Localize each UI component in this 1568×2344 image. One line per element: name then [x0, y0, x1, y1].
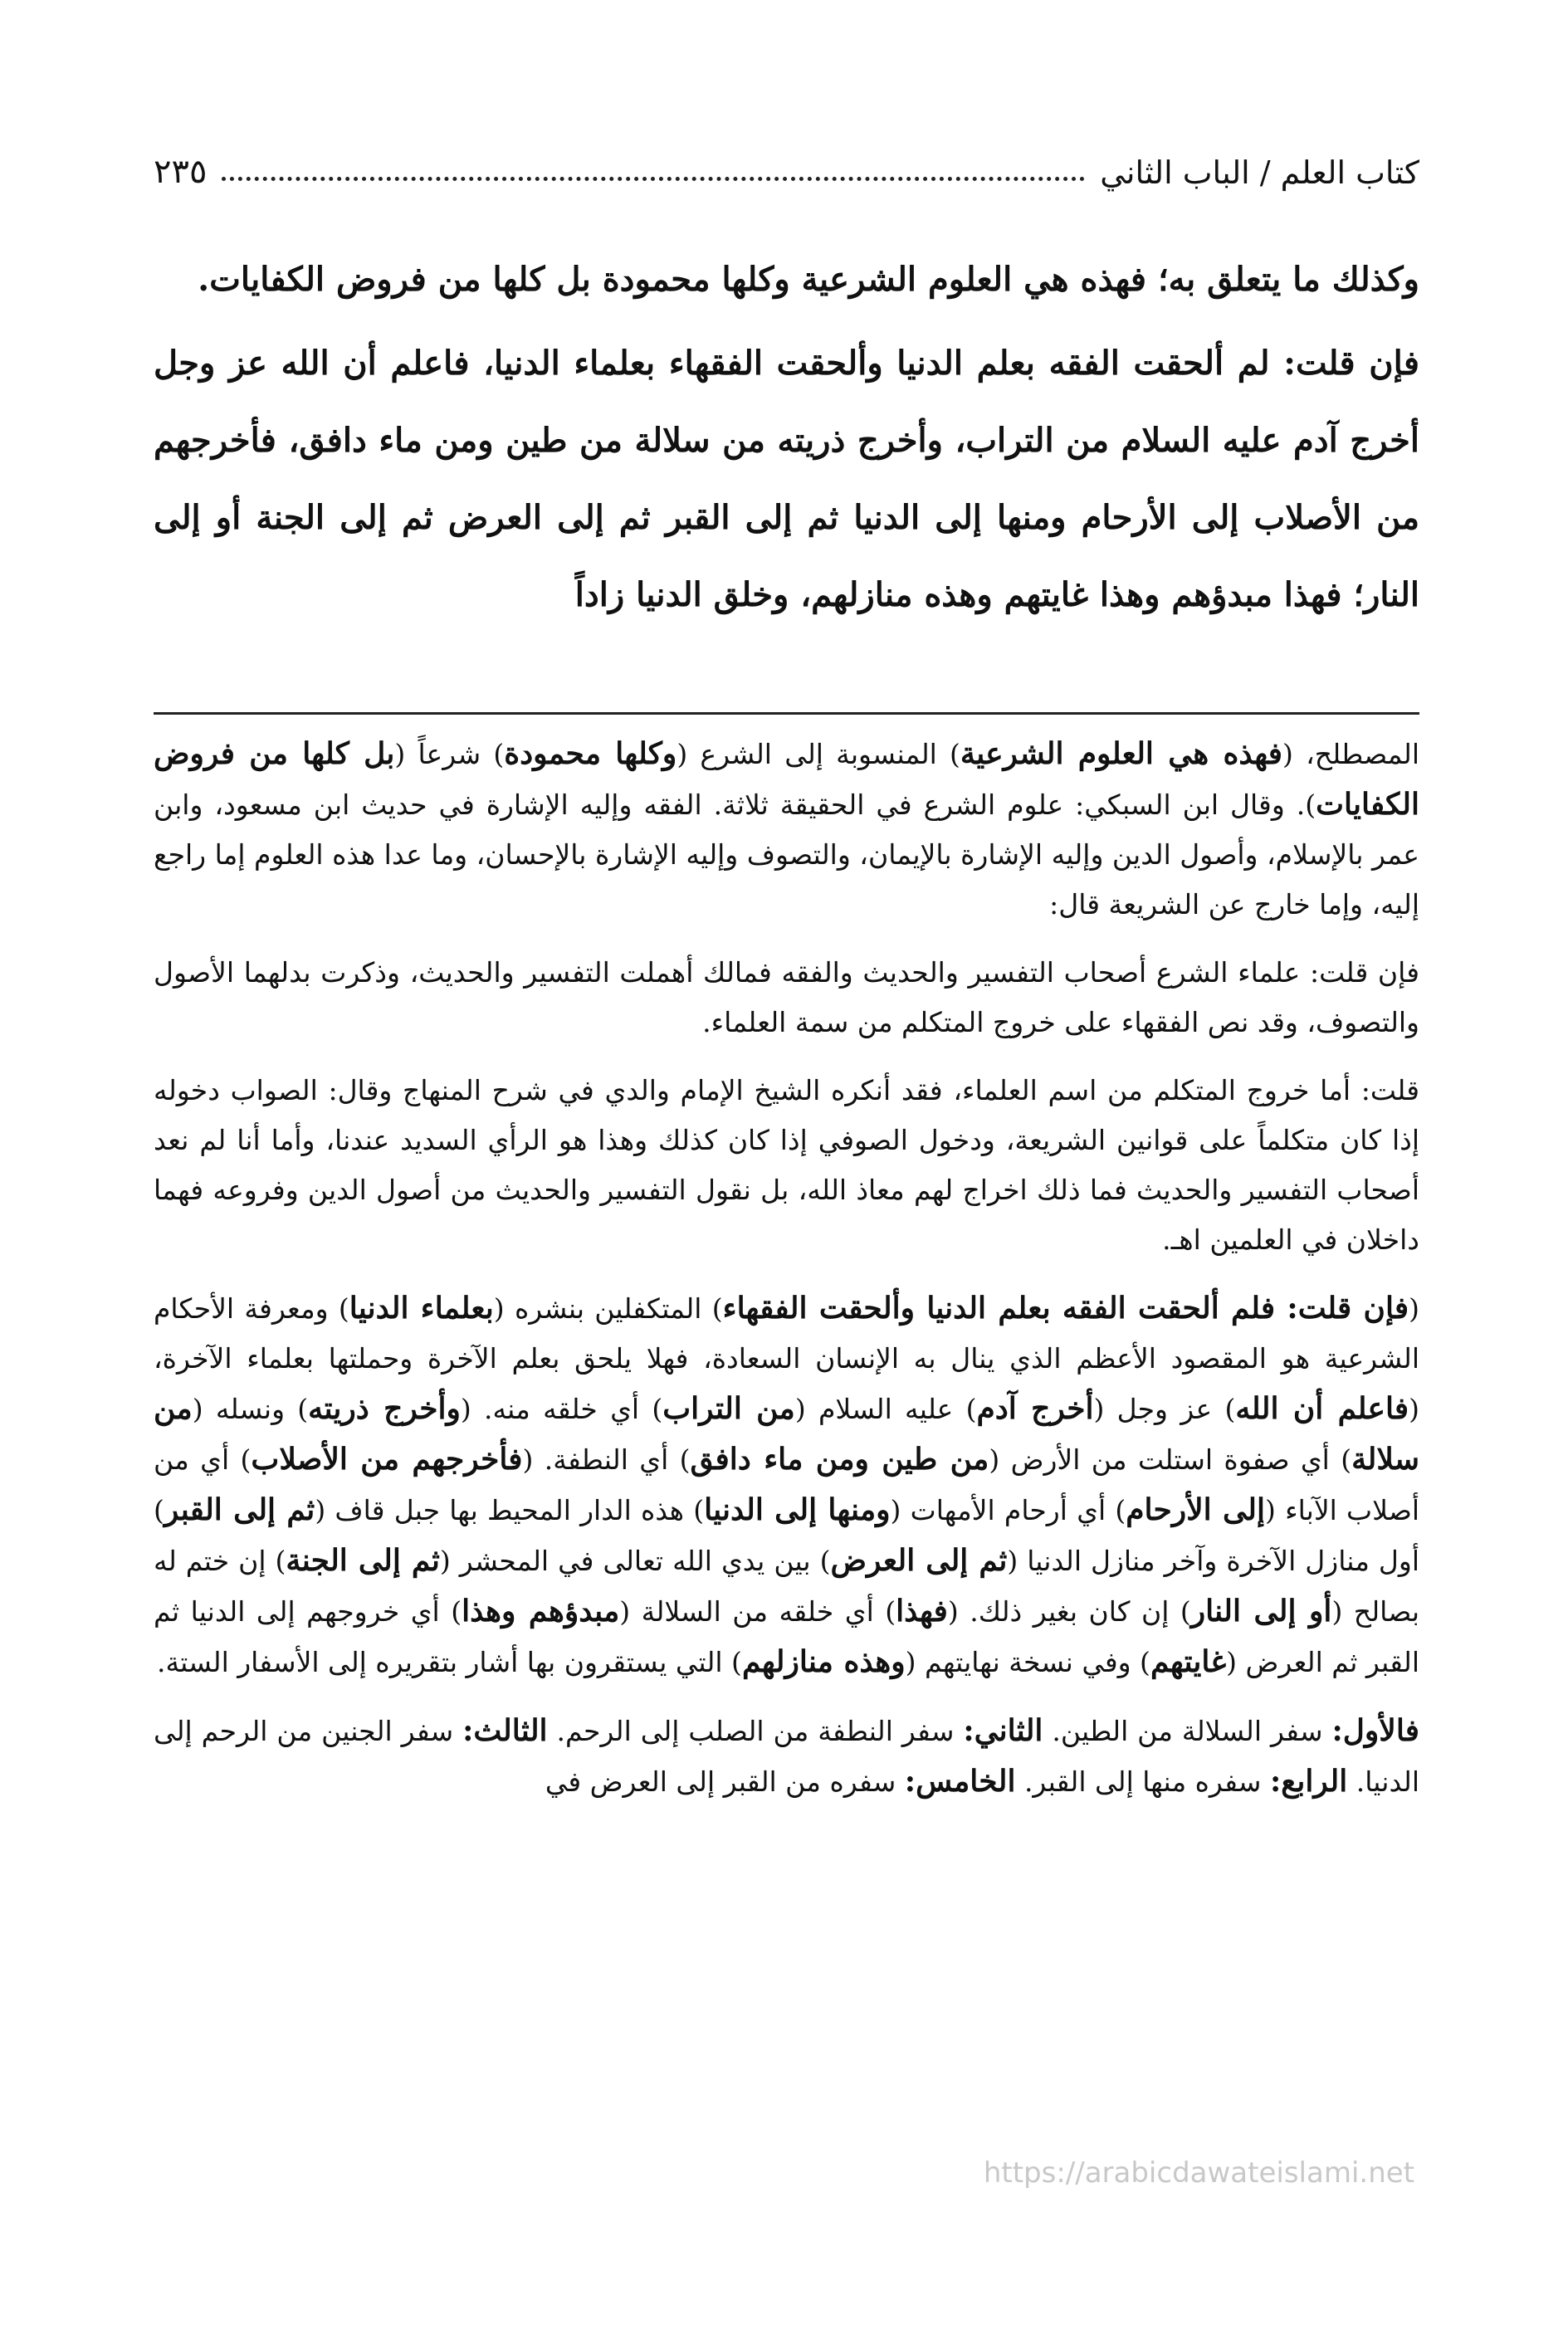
enumeration-label: الخامس:	[904, 1764, 1016, 1799]
quoted-matn: ثم إلى القبر	[164, 1492, 315, 1527]
commentary-text: ). وقال ابن السبكي: علوم الشرع في الحقيقة ثلاثة. الفقه وإليه الإشارة في حديث ابن مسعود، وابن عمر بالإسلام، وأصول الدين وإليه الإشارة بالإيمان، والتصوف وإليه الإشارة بالإحسان، وما عدا هذه العلوم إما راجع إليه، وإما خارج عن الشريعة قال:	[154, 789, 1419, 921]
commentary-paragraph	[154, 729, 1419, 930]
commentary-text: ) عليه السلام (	[794, 1393, 977, 1425]
quoted-matn: إلى الأرحام	[1126, 1492, 1265, 1527]
quoted-matn: فأخرجهم من الأصلاب	[251, 1442, 523, 1477]
commentary-paragraph	[154, 1706, 1419, 1807]
enumeration-label: الرابع:	[1269, 1764, 1348, 1799]
quoted-matn: وهذه منازلهم	[741, 1644, 906, 1679]
chapter-title: كتاب العلم / الباب الثاني	[1100, 154, 1419, 191]
enumeration-label: الثالث:	[462, 1713, 548, 1748]
quoted-matn: أخرج آدم	[976, 1391, 1094, 1426]
commentary-text: ) التي يستقرون بها أشار بتقريره إلى الأسفار الستة.	[156, 1646, 742, 1678]
quoted-matn: فهذا	[896, 1594, 948, 1629]
dotted-leader	[222, 177, 1085, 181]
commentary-text: ) شرعاً (	[394, 738, 505, 770]
quoted-matn: بعلماء الدنيا	[349, 1291, 494, 1326]
quoted-matn: فهذه هي العلوم الشرعية	[960, 736, 1283, 771]
quoted-matn: غايتهم	[1150, 1644, 1227, 1679]
commentary-text: ) أي خروجهم إلى الدنيا ثم القبر ثم العرض (	[154, 1595, 1419, 1678]
quoted-matn: مبدؤهم وهذا	[462, 1594, 620, 1629]
commentary-text: ) أي أرحام الأمهات (	[890, 1494, 1126, 1526]
commentary-paragraph: فإن قلت: علماء الشرع أصحاب التفسير والحديث والفقه فمالك أهملت التفسير والحديث، وذكرت بدلهما الأصول والتصوف، وقد نص الفقهاء على خروج المتكلم من سمة العلماء.	[154, 956, 1419, 1038]
commentary-text: ) بين يدي الله تعالى في المحشر (	[439, 1545, 831, 1577]
quoted-matn: ومنها إلى الدنيا	[704, 1492, 891, 1527]
quoted-matn: من التراب	[662, 1391, 795, 1426]
commentary-text: سفر الجنين من الرحم إلى الدنيا.	[154, 1715, 1419, 1798]
commentary-text: سفره من القبر إلى العرض في	[545, 1765, 905, 1798]
commentary-text: ) هذه الدار المحيط بها جبل قاف (	[315, 1494, 705, 1526]
main-paragraph: وكذلك ما يتعلق به؛ فهذه هي العلوم الشرعية وكلها محمودة بل كلها من فروض الكفايات.	[198, 260, 1419, 299]
commentary-text: سفره منها إلى القبر.	[1015, 1765, 1270, 1798]
commentary-text: ) إن ختم له بصالح (	[154, 1545, 1420, 1628]
commentary	[154, 729, 1419, 1825]
quoted-matn: أو إلى النار	[1190, 1594, 1332, 1629]
commentary-text: ) إن كان بغير ذلك. (	[947, 1595, 1191, 1628]
commentary-text: ) عز وجل (	[1093, 1393, 1236, 1425]
commentary-text: ) ونسله (	[192, 1393, 309, 1425]
commentary-text: ) أي من أصلاب الآباء (	[154, 1443, 1420, 1526]
page-number: ٢٣٥	[154, 153, 208, 191]
watermark-url: https://arabicdawateislami.net	[983, 2156, 1414, 2190]
commentary-text: المصطلح، (	[1282, 738, 1419, 770]
commentary-text: سفر السلالة من الطين.	[1043, 1715, 1332, 1747]
quoted-matn: وكلها محمودة	[504, 736, 677, 771]
commentary-text: ) أي صفوة استلت من الأرض (	[989, 1443, 1352, 1476]
commentary-text: ) المتكفلين بنشره (	[493, 1292, 723, 1325]
commentary-text: سفر النطفة من الصلب إلى الرحم.	[547, 1715, 964, 1747]
commentary-text: ) أول منازل الآخرة وآخر منازل الدنيا (	[154, 1494, 1419, 1577]
quoted-matn: ثم إلى العرض	[830, 1543, 1008, 1578]
enumeration-label: فالأول:	[1331, 1713, 1419, 1748]
commentary-text: ) أي خلقه منه. (	[460, 1393, 663, 1425]
commentary-text: ) المنسوبة إلى الشرع (	[677, 738, 960, 770]
quoted-matn: فإن قلت: فلم ألحقت الفقه بعلم الدنيا وألحقت الفقهاء	[722, 1291, 1409, 1326]
commentary-text: ) أي النطفة. (	[522, 1443, 691, 1476]
quoted-matn: ثم إلى الجنة	[286, 1543, 440, 1578]
commentary-text: ) وفي نسخة نهايتهم (	[905, 1646, 1150, 1678]
commentary-text: ) ومعرفة الأحكام الشرعية هو المقصود الأعظم الذي ينال به الإنسان السعادة، فهلا يلحق بعلم الآخرة وحملتها بعلماء الآخرة، (	[154, 1292, 1419, 1425]
quoted-matn: من سلالة	[154, 1391, 1420, 1477]
footnote-divider	[154, 712, 1419, 715]
quoted-matn: فاعلم أن الله	[1235, 1391, 1409, 1426]
quoted-matn: وأخرج ذريته	[308, 1391, 461, 1426]
quoted-matn: بل كلها من فروض الكفايات	[154, 736, 1419, 822]
main-text	[154, 241, 1419, 640]
quoted-matn: من طين ومن ماء دافق	[690, 1442, 989, 1477]
commentary-paragraph	[154, 1283, 1419, 1687]
commentary-text: ) أي خلقه من السلالة (	[619, 1595, 896, 1628]
commentary-paragraph: قلت: أما خروج المتكلم من اسم العلماء، فقد أنكره الشيخ الإمام والدي في شرح المنهاج وقال: الصواب دخوله إذا كان متكلماً على قوانين الشريعة، ودخول الصوفي إذا كان كذلك وهذا هو الرأي السديد عندنا، وأما أنا لم نعد أصحاب التفسير والحديث فما ذلك اخراج لهم معاذ الله، بل نقول التفسير والحديث من أصول الدين وفروعه فهما داخلان في العلمين اهـ.	[154, 1074, 1419, 1256]
enumeration-label: الثاني:	[963, 1713, 1043, 1748]
commentary-text: (	[1409, 1292, 1420, 1325]
running-header	[154, 141, 1419, 191]
book-page	[154, 0, 1419, 2344]
main-paragraph: فإن قلت: لم ألحقت الفقه بعلم الدنيا وألحقت الفقهاء بعلماء الدنيا، فاعلم أن الله عز وجل أخرج آدم عليه السلام من التراب، وأخرج ذريته من سلالة من طين ومن ماء دافق، فأخرجهم من الأصلاب إلى الأرحام ومنها إلى الدنيا ثم إلى القبر ثم إلى العرض ثم إلى الجنة أو إلى النار؛ فهذا مبدؤهم وهذا غايتهم وهذه منازلهم، وخلق الدنيا زاداً	[154, 344, 1419, 614]
